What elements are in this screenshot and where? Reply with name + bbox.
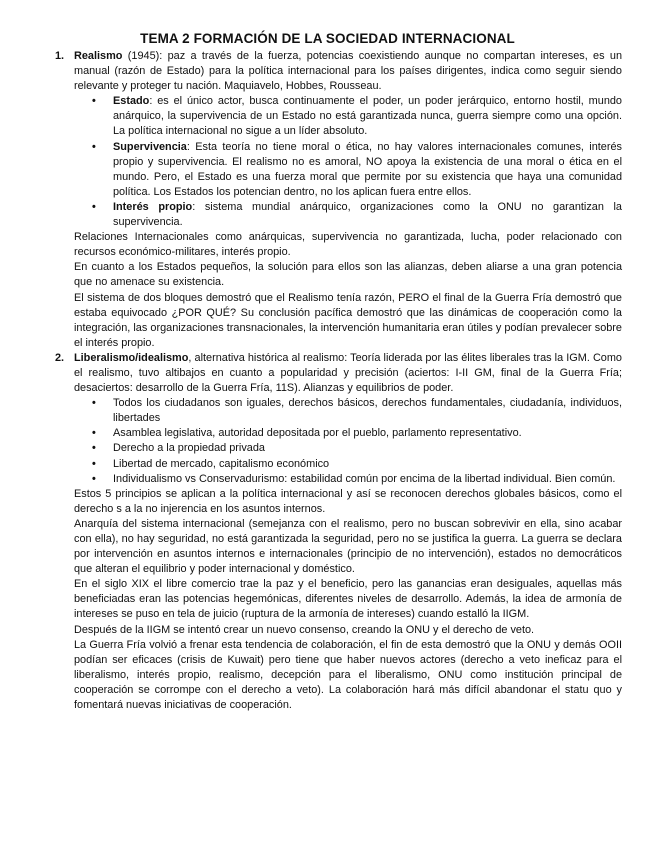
- paragraph: La Guerra Fría volvió a frenar esta tendencia de colaboración, el fin de esta demostró que la ONU y demás OOII podían ser eficaces (crisis de Kuwait) pero tiene que haber nuevos actores (derecho a veto ineficaz para el liberalismo, interés propio, realismo, decepción para el liberalismo, ONU como institución principal de cooperación se corrompe con el derecho a veto). La colaboración hará más difícil abandonar el statu quo y fomentará nuevas iniciativas de cooperación.: [74, 638, 622, 712]
- page-title: TEMA 2 FORMACIÓN DE LA SOCIEDAD INTERNACIONAL: [140, 31, 515, 46]
- bullet-icon: •: [92, 140, 96, 153]
- bullet-item: [92, 426, 622, 441]
- document-body: [55, 49, 622, 713]
- bullet-text: Individualismo vs Conservadurismo: estabilidad común por encima de la libertad individual. Bien común.: [113, 472, 616, 485]
- bullet-icon: •: [92, 472, 96, 485]
- section-number: 1.: [55, 50, 65, 62]
- bullet-term: Supervivencia: [113, 140, 187, 153]
- bullet-text: Libertad de mercado, capitalismo económico: [113, 457, 330, 470]
- bullet-icon: •: [92, 397, 96, 410]
- bullet-estado: [92, 94, 622, 139]
- bullet-supervivencia: [92, 140, 622, 200]
- section-liberalismo: [55, 351, 622, 396]
- bullet-text: Derecho a la propiedad privada: [113, 442, 265, 455]
- paragraph: En el siglo XIX el libre comercio trae la paz y el beneficio, pero las ganancias eran desiguales, aquellas más beneficiadas eran las potencias hegemónicas, diferentes niveles de desarrollo. Además, la idea de armonía de intereses se puso en tela de juicio (ruptura de la armonía de intereses) cuando estalló la IIGM.: [74, 578, 622, 621]
- bullet-text: : Esta teoría no tiene moral o ética, no hay valores internacionales comunes, interés propio y supervivencia. El realismo no es amoral, NO apoya la existencia de una moral o ética en el mundo. Pero, el Estado es una fuerza moral que permite por su existencia que haya una comunidad política. Los Estados los potencian dentro, no los aplican fuera entre ellos.: [113, 140, 622, 198]
- bullet-text: Asamblea legislativa, autoridad depositada por el pueblo, parlamento representativo.: [113, 427, 522, 440]
- bullet-text: Todos los ciudadanos son iguales, derechos básicos, derechos fundamentales, ciudadanía, individuos, libertades: [113, 397, 622, 425]
- bullet-icon: •: [92, 442, 96, 455]
- section-number: 2.: [55, 351, 65, 364]
- section-heading: Liberalismo/idealismo: [74, 351, 189, 364]
- bullet-icon: •: [92, 95, 96, 108]
- bullet-interes-propio: [92, 200, 622, 230]
- bullet-icon: •: [92, 427, 96, 440]
- bullet-text: : es el único actor, busca continuamente el poder, un poder jerárquico, entorno hostil, mundo anárquico, la supervivencia de un Estado no está garantizada nunca, guerra siempre como una opción. La política internacional no sigue a un líder absoluto.: [113, 95, 622, 138]
- paragraph: Anarquía del sistema internacional (semejanza con el realismo, pero no buscan sobrevivir en ella, sino acabar con ella), no hay seguridad, no está garantizada la seguridad, pero no se justifica la guerra. La guerra se declara por intervención en asuntos internos e internacionales (principio de no intervención), estados no democráticos que alteran el equilibrio y poder internacional y doméstico.: [74, 517, 622, 576]
- paragraph: Estos 5 principios se aplican a la política internacional y así se reconocen derechos globales básicos, como el derecho s a la no injerencia en los asuntos internos.: [74, 487, 622, 515]
- paragraph: Relaciones Internacionales como anárquicas, supervivencia no garantizada, lucha, poder relacionado con recursos económico-militares, interés propio.: [74, 231, 622, 259]
- paragraph: El sistema de dos bloques demostró que el Realismo tenía razón, PERO el final de la Guerra Fría demostró que estaba equivocado ¿POR QUÉ? Su conclusión pacífica demostró que las dinámicas de cooperación como la integración, las organizaciones transnacionales, la intervención humanitaria eran útiles y podían prevalecer sobre el interés propio.: [74, 291, 622, 349]
- bullet-icon: •: [92, 200, 96, 213]
- section-realismo: [55, 49, 622, 94]
- bullet-item: [92, 396, 622, 426]
- section-heading: Realismo: [74, 50, 123, 62]
- section-intro-text: (1945): paz a través de la fuerza, potencias coexistiendo aunque no compartan intereses, es un manual (razón de Estado) para la política internacional para los países dirigentes, indica como seguir siendo relevante y proteger tu nación. Maquiavelo, Hobbes, Rousseau.: [74, 50, 622, 93]
- section-intro: [74, 49, 622, 94]
- section-intro: [74, 351, 622, 396]
- paragraph: Después de la IIGM se intentó crear un nuevo consenso, creando la ONU y el derecho de veto.: [74, 623, 535, 636]
- paragraph: En cuanto a los Estados pequeños, la solución para ellos son las alianzas, deben aliarse a una gran potencia que no amenace su existencia.: [74, 261, 622, 289]
- bullet-text: : sistema mundial anárquico, organizaciones como la ONU no garantizan la supervivencia.: [113, 200, 622, 229]
- bullet-item: [92, 441, 622, 456]
- bullet-term: Interés propio: [113, 200, 193, 213]
- section-intro-text: , alternativa histórica al realismo: Teoría liderada por las élites liberales tras la IGM. Como el realismo, tuvo altibajos en cuanto a popularidad y precisión (aciertos: I-II GM, final de la Guerra Fría; desaciertos: desarrollo de la Guerra Fría, 11S). Alianzas y equilibrios de poder.: [74, 351, 622, 395]
- bullet-icon: •: [92, 457, 96, 470]
- bullet-term: Estado: [113, 95, 150, 108]
- bullet-item: [92, 472, 622, 487]
- bullet-item: [92, 457, 622, 472]
